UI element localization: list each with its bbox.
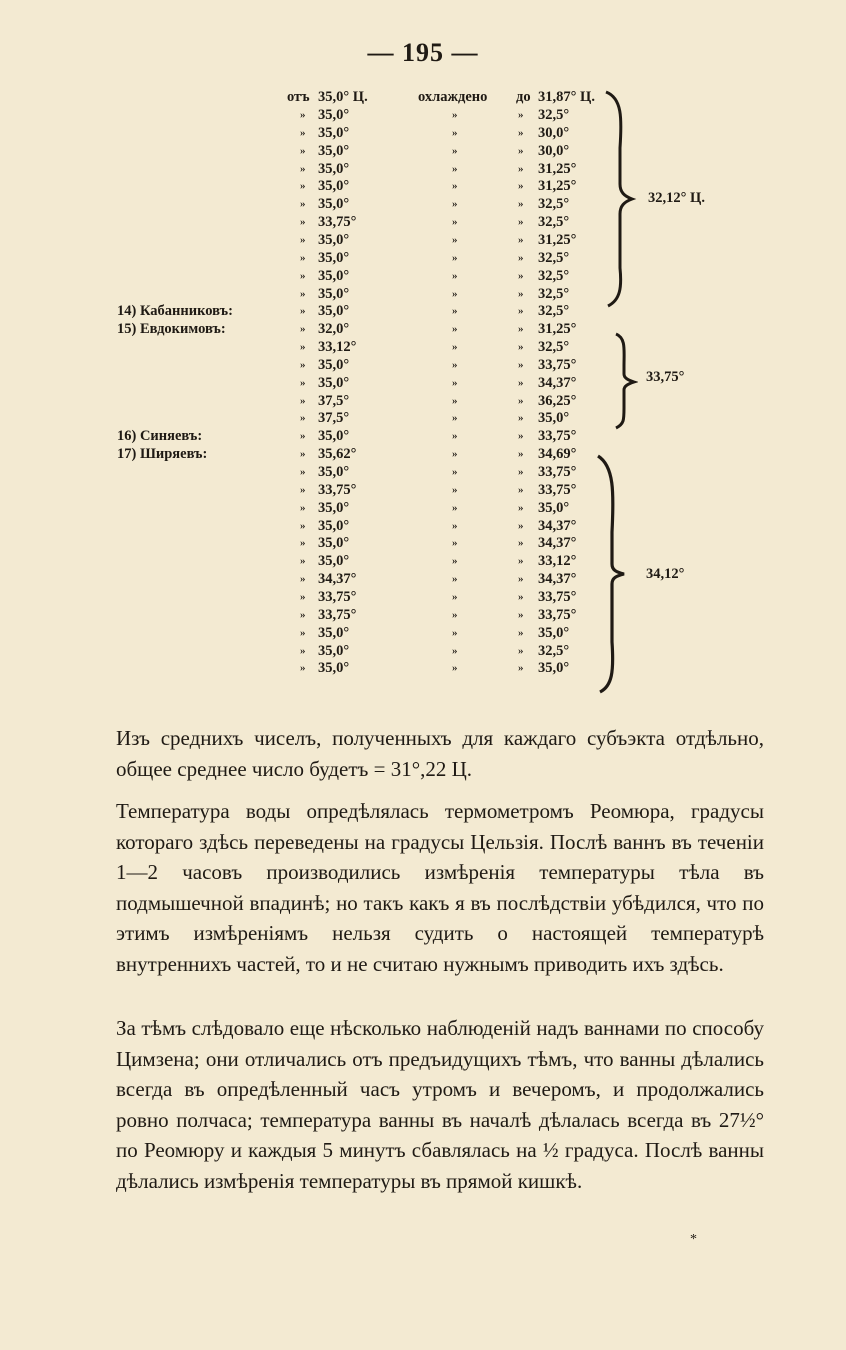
ditto-mark: » [518, 555, 524, 568]
from-temperature: 35,0° [318, 499, 350, 516]
average-group-2: 33,75° [646, 369, 685, 385]
from-temperature: 35,0° [318, 624, 350, 641]
ditto-mark: » [300, 233, 306, 246]
from-temperature: 35,0° [318, 124, 350, 141]
to-temperature: 31,25° [538, 178, 577, 195]
ditto-mark: » [518, 590, 524, 603]
from-value: 35,0° Ц. [318, 89, 368, 105]
table-row [0, 285, 846, 303]
subject-name: 15) Евдокимовъ: [117, 321, 226, 338]
from-temperature: 35,0° [318, 196, 350, 213]
paragraph-1 [116, 723, 764, 784]
ditto-mark: » [300, 109, 306, 121]
ditto-mark: » [300, 358, 306, 371]
from-temperature: 34,37° [318, 571, 357, 588]
to-temperature: 30,0° [538, 142, 570, 159]
table-row [0, 177, 846, 195]
from-temperature: 35,0° [318, 517, 350, 534]
paragraph-3-text: За тѣмъ слѣдовало еще нѣсколько наблюденій надъ ваннами по способу Цимзена; они отличались отъ предъидущихъ тѣмъ, что ванны дѣлались всегда въ опредѣленный часъ утромъ и вечеромъ, и продолжались ровно полчаса; температура ванны въ началѣ дѣлалась всегда въ 27½° по Реомюру и каждыя 5 минутъ сбавлялась на ½ градуса. Послѣ ванны дѣлались измѣренія температуры въ прямой кишкѣ. [116, 1016, 764, 1193]
table-row [0, 213, 846, 231]
ditto-mark: » [452, 233, 458, 246]
from-temperature: 35,0° [318, 464, 350, 480]
ditto-mark: » [452, 251, 458, 264]
ditto-mark: » [300, 144, 306, 157]
brace-group-1 [600, 88, 640, 310]
ditto-mark: » [518, 233, 524, 246]
ditto-mark: » [518, 269, 524, 282]
ditto-mark: » [452, 519, 458, 532]
ditto-mark: » [452, 394, 458, 407]
table-row [0, 606, 846, 624]
from-temperature: 35,0° [318, 178, 350, 195]
to-temperature: 32,5° [538, 267, 570, 284]
ditto-mark: » [452, 126, 458, 139]
to-temperature: 33,75° [538, 481, 577, 498]
from-temperature: 35,0° [318, 535, 350, 552]
ditto-mark: » [518, 466, 524, 478]
table-row [0, 517, 846, 535]
to-temperature: 32,5° [538, 339, 570, 356]
to-temperature: 32,5° [538, 642, 570, 659]
from-temperature: 35,0° [318, 660, 350, 677]
ditto-mark: » [300, 251, 306, 264]
ditto-mark: » [452, 198, 458, 211]
from-word: отъ [287, 89, 310, 105]
ditto-mark: » [300, 323, 306, 336]
ditto-mark: » [518, 126, 524, 139]
to-value: 31,87° Ц. [538, 89, 595, 105]
to-temperature: 31,25° [538, 231, 577, 248]
ditto-mark: » [300, 341, 306, 354]
table-row [0, 320, 846, 338]
from-temperature: 35,0° [318, 142, 350, 159]
paragraph-2-text: Температура воды опредѣлялась термометромъ Реомюра, градусы котораго здѣсь переведены на градусы Цельзія. Послѣ ваннъ въ теченіи 1—2 часовъ производились измѣренія температуры тѣла въ подмышечной впадинѣ; но такъ какъ я въ послѣдствіи убѣдился, что по этимъ измѣреніямъ нельзя судить о настоящей температурѣ внутреннихъ частей, то и не считаю нужнымъ приводить ихъ здѣсь. [116, 799, 764, 976]
table-row [0, 409, 846, 427]
ditto-mark: » [452, 626, 458, 639]
ditto-mark: » [300, 269, 306, 282]
ditto-mark: » [518, 662, 524, 675]
ditto-mark: » [300, 305, 306, 318]
table-header-row [0, 88, 846, 106]
average-group-1: 32,12° Ц. [648, 190, 705, 206]
table-row [0, 445, 846, 463]
ditto-mark: » [452, 358, 458, 371]
ditto-mark: » [300, 430, 306, 443]
ditto-mark: » [452, 501, 458, 514]
ditto-mark: » [518, 519, 524, 532]
table-row [0, 570, 846, 588]
ditto-mark: » [300, 394, 306, 407]
ditto-mark: » [518, 162, 524, 175]
to-temperature: 33,75° [538, 588, 577, 605]
subject-name: 16) Синяевъ: [117, 428, 203, 445]
from-temperature: 35,0° [318, 231, 350, 248]
ditto-mark: » [300, 483, 306, 496]
ditto-mark: » [300, 537, 306, 550]
ditto-mark: » [518, 483, 524, 496]
from-temperature: 35,0° [318, 303, 350, 320]
to-temperature: 35,0° [538, 499, 570, 516]
average-group-3: 34,12° [646, 566, 685, 582]
to-temperature: 34,37° [538, 517, 577, 534]
ditto-mark: » [300, 287, 306, 300]
ditto-mark: » [518, 537, 524, 550]
from-temperature: 35,62° [318, 446, 357, 463]
ditto-mark: » [518, 376, 524, 389]
ditto-mark: » [452, 144, 458, 157]
ditto-mark: » [452, 537, 458, 550]
to-temperature: 35,0° [538, 410, 570, 427]
table-row [0, 642, 846, 660]
ditto-mark: » [518, 394, 524, 407]
ditto-mark: » [452, 305, 458, 318]
ditto-mark: » [452, 483, 458, 496]
ditto-mark: » [300, 216, 306, 229]
ditto-mark: » [300, 644, 306, 657]
ditto-mark: » [518, 144, 524, 157]
table-row [0, 338, 846, 356]
from-temperature: 33,75° [318, 606, 357, 623]
table-row [0, 534, 846, 552]
table-row [0, 356, 846, 374]
ditto-mark: » [452, 448, 458, 461]
ditto-mark: » [518, 644, 524, 657]
ditto-mark: » [518, 305, 524, 318]
table-row [0, 659, 846, 677]
table-row [0, 195, 846, 213]
to-temperature: 33,75° [538, 356, 577, 373]
ditto-mark: » [518, 358, 524, 371]
from-temperature: 37,5° [318, 410, 350, 427]
ditto-mark: » [518, 573, 524, 586]
ditto-mark: » [300, 608, 306, 621]
table-row [0, 392, 846, 410]
table-row [0, 499, 846, 517]
table-row [0, 481, 846, 499]
from-temperature: 35,0° [318, 107, 350, 123]
to-temperature: 33,75° [538, 606, 577, 623]
table-row [0, 588, 846, 606]
ditto-mark: » [452, 644, 458, 657]
to-temperature: 32,5° [538, 214, 570, 231]
ditto-mark: » [300, 519, 306, 532]
ditto-mark: » [452, 466, 458, 478]
from-temperature: 35,0° [318, 428, 350, 445]
to-temperature: 36,25° [538, 392, 577, 409]
from-temperature: 37,5° [318, 392, 350, 409]
ditto-mark: » [452, 109, 458, 121]
from-temperature: 33,75° [318, 481, 357, 498]
ditto-mark: » [300, 198, 306, 211]
to-temperature: 35,0° [538, 660, 570, 677]
table-row [0, 249, 846, 267]
to-temperature: 32,5° [538, 196, 570, 213]
to-temperature: 31,25° [538, 160, 577, 177]
ditto-mark: » [300, 555, 306, 568]
ditto-mark: » [518, 448, 524, 461]
ditto-mark: » [300, 448, 306, 461]
from-temperature: 35,0° [318, 374, 350, 391]
table-row [0, 267, 846, 285]
ditto-mark: » [452, 162, 458, 175]
ditto-mark: » [518, 608, 524, 621]
ditto-mark: » [452, 412, 458, 425]
subject-name: 14) Кабанниковъ: [117, 303, 233, 320]
ditto-mark: » [452, 180, 458, 193]
table-row [0, 106, 846, 124]
ditto-mark: » [518, 180, 524, 193]
from-temperature: 35,0° [318, 267, 350, 284]
to-temperature: 31,25° [538, 321, 577, 338]
ditto-mark: » [518, 287, 524, 300]
table-row [0, 552, 846, 570]
ditto-mark: » [518, 198, 524, 211]
ditto-mark: » [300, 180, 306, 193]
table-row [0, 463, 846, 481]
to-temperature: 30,0° [538, 124, 570, 141]
from-temperature: 35,0° [318, 642, 350, 659]
subject-name: 17) Ширяевъ: [117, 446, 208, 463]
ditto-mark: » [518, 323, 524, 336]
from-temperature: 33,75° [318, 588, 357, 605]
from-temperature: 32,0° [318, 321, 350, 338]
paragraph-3 [116, 1013, 764, 1196]
table-row [0, 427, 846, 445]
page-number: — 195 — [367, 38, 479, 67]
to-temperature: 32,5° [538, 285, 570, 302]
ditto-mark: » [452, 323, 458, 336]
ditto-mark: » [518, 626, 524, 639]
ditto-mark: » [518, 109, 524, 121]
from-temperature: 35,0° [318, 249, 350, 266]
to-temperature: 34,69° [538, 446, 577, 463]
table-row [0, 142, 846, 160]
to-temperature: 35,0° [538, 624, 570, 641]
ditto-mark: » [300, 573, 306, 586]
table-row [0, 624, 846, 642]
cooled-word: охлаждено [418, 89, 488, 105]
ditto-mark: » [452, 590, 458, 603]
ditto-mark: » [452, 216, 458, 229]
ditto-mark: » [300, 412, 306, 425]
paragraph-2 [116, 796, 764, 979]
ditto-mark: » [300, 466, 306, 478]
brace-group-3 [590, 452, 630, 696]
ditto-mark: » [518, 216, 524, 229]
ditto-mark: » [518, 430, 524, 443]
ditto-mark: » [300, 626, 306, 639]
ditto-mark: » [518, 501, 524, 514]
ditto-mark: » [300, 501, 306, 514]
table-row [0, 302, 846, 320]
paragraph-1-text: Изъ среднихъ чиселъ, полученныхъ для каждаго субъэкта отдѣльно, общее среднее число будетъ = 31°,22 Ц. [116, 726, 764, 781]
ditto-mark: » [518, 412, 524, 425]
ditto-mark: » [518, 251, 524, 264]
from-temperature: 35,0° [318, 356, 350, 373]
from-temperature: 35,0° [318, 285, 350, 302]
ditto-mark: » [452, 555, 458, 568]
from-temperature: 33,12° [318, 339, 357, 356]
to-temperature: 32,5° [538, 303, 570, 320]
table-row [0, 231, 846, 249]
to-temperature: 33,12° [538, 553, 577, 570]
to-temperature: 34,37° [538, 535, 577, 552]
from-temperature: 35,0° [318, 160, 350, 177]
ditto-mark: » [452, 341, 458, 354]
ditto-mark: » [452, 608, 458, 621]
ditto-mark: » [452, 287, 458, 300]
footer-mark: * [690, 1232, 697, 1247]
to-word: до [516, 89, 531, 105]
table-row [0, 374, 846, 392]
ditto-mark: » [300, 376, 306, 389]
ditto-mark: » [452, 269, 458, 282]
ditto-mark: » [300, 126, 306, 139]
from-temperature: 35,0° [318, 553, 350, 570]
to-temperature: 34,37° [538, 374, 577, 391]
ditto-mark: » [300, 590, 306, 603]
table-row [0, 124, 846, 142]
ditto-mark: » [300, 162, 306, 175]
ditto-mark: » [452, 376, 458, 389]
ditto-mark: » [452, 573, 458, 586]
ditto-mark: » [300, 662, 306, 675]
ditto-mark: » [452, 662, 458, 675]
ditto-mark: » [452, 430, 458, 443]
brace-group-2 [608, 330, 638, 430]
to-temperature: 33,75° [538, 428, 577, 445]
to-temperature: 32,5° [538, 249, 570, 266]
to-temperature: 33,75° [538, 464, 577, 480]
from-temperature: 33,75° [318, 214, 357, 231]
table-row [0, 160, 846, 178]
to-temperature: 32,5° [538, 107, 570, 123]
to-temperature: 34,37° [538, 571, 577, 588]
ditto-mark: » [518, 341, 524, 354]
